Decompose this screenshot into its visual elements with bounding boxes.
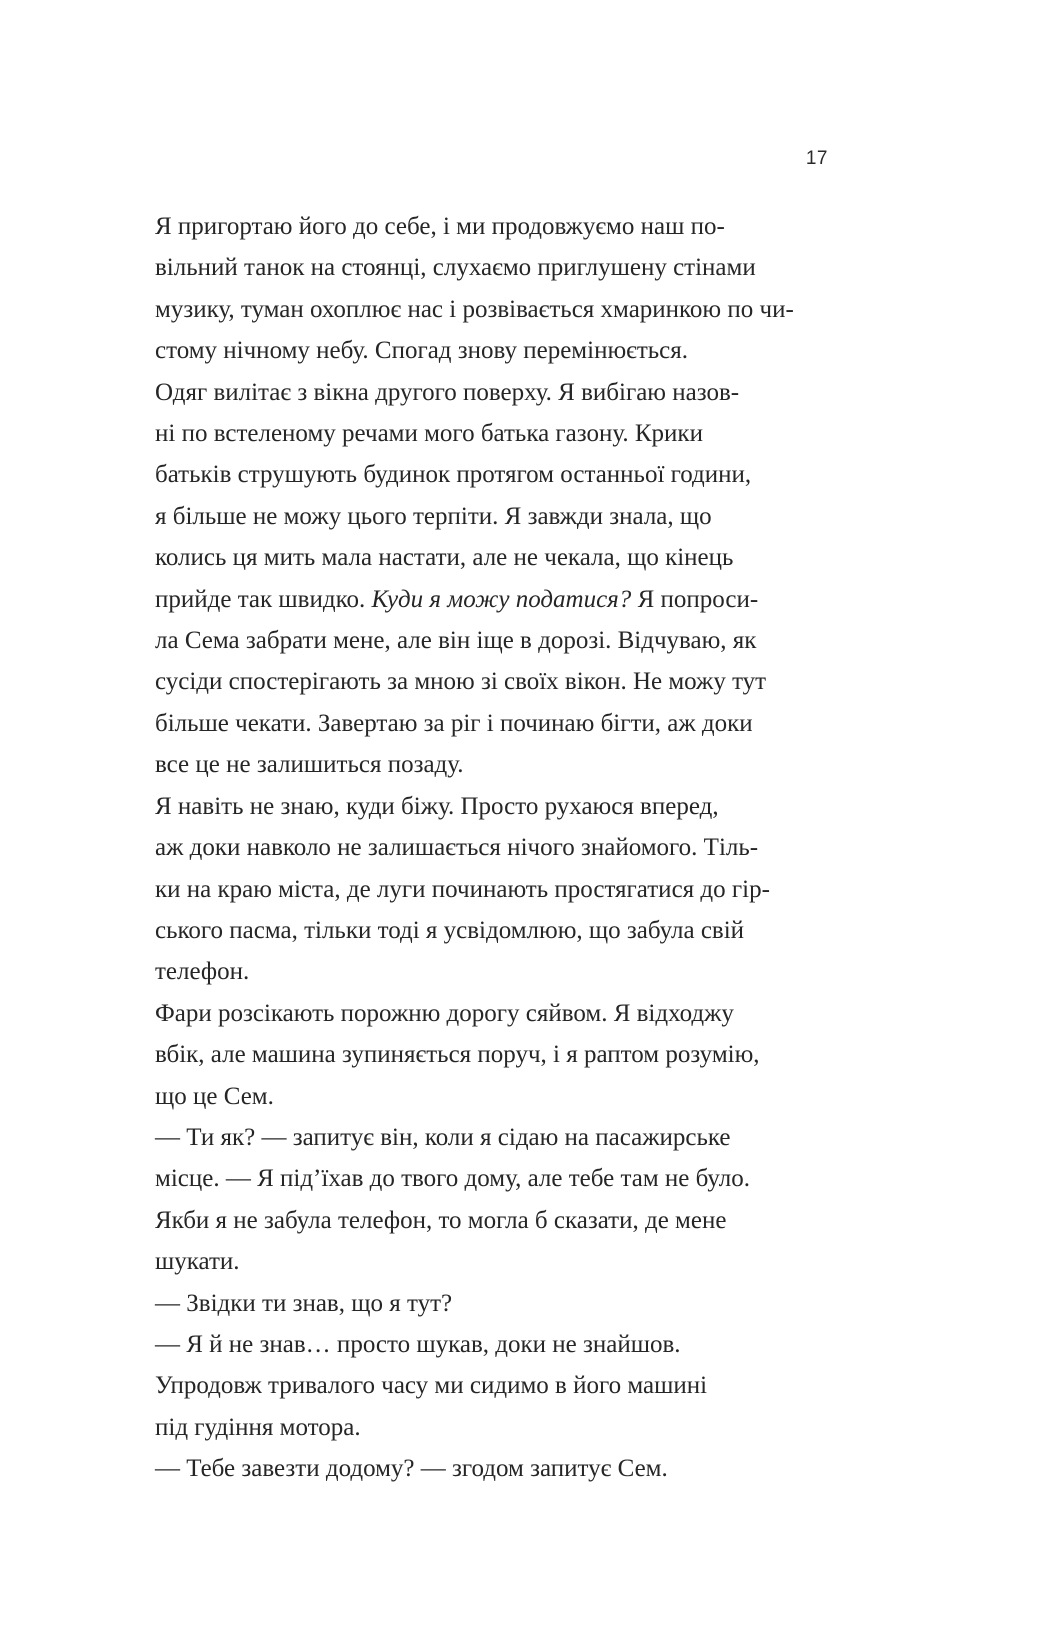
text-run: прийде так швидко.	[155, 585, 372, 613]
text-line: Я навіть не знаю, куди біжу. Просто рухаюся вперед,	[155, 792, 719, 820]
text-line: ського пасма, тільки тоді я усвідомлюю, що забула свій	[155, 916, 745, 944]
text-run: Я попроси-	[631, 585, 759, 613]
text-line: ки на краю міста, де луги починають простягатися до гір-	[155, 875, 770, 903]
text-line: — Я й не знав… просто шукав, доки не знайшов.	[155, 1330, 681, 1358]
text-line: Упродовж тривалого часу ми сидимо в його машині	[155, 1372, 708, 1400]
dialogue-paragraph	[155, 1117, 827, 1200]
page-number: 17	[805, 148, 828, 169]
text-line: — Ти як? — запитує він, коли я сідаю на пасажирське	[155, 1123, 731, 1151]
text-line: Фари розсікають порожню дорогу сяйвом. Я відходжу	[155, 999, 734, 1027]
text-line: під гудіння мотора.	[155, 1413, 361, 1441]
paragraph	[155, 206, 827, 372]
text-line: ла Сема забрати мене, але він іще в дорозі. Відчуваю, як	[155, 627, 757, 655]
text-line: що це Сем.	[155, 1082, 274, 1110]
dialogue-paragraph	[155, 1324, 827, 1365]
text-line: музику, туман охоплює нас і розвівається хмаринкою по чи-	[155, 295, 794, 323]
text-line: місце. — Я під’їхав до твого дому, але тебе там не було.	[155, 1165, 751, 1193]
paragraph	[155, 1200, 827, 1283]
text-line: — Тебе завезти додому? — згодом запитує Сем.	[155, 1455, 668, 1483]
text-line: аж доки навколо не залишається нічого знайомого. Тіль-	[155, 834, 759, 862]
text-line: Якби я не забула телефон, то могла б сказати, де мене	[155, 1206, 727, 1234]
text-line: ні по встеленому речами мого батька газону. Крики	[155, 420, 703, 448]
paragraph	[155, 1365, 827, 1448]
text-line: вільний танок на стоянці, слухаємо приглушену стінами	[155, 254, 756, 282]
text-line: батьків струшують будинок протягом останньої години,	[155, 461, 752, 489]
text-line: сусіди спостерігають за мною зі своїх вікон. Не можу тут	[155, 668, 767, 696]
text-line: вбік, але машина зупиняється поруч, і я раптом розумію,	[155, 1041, 760, 1069]
text-line: телефон.	[155, 958, 250, 986]
body-text	[155, 206, 827, 1490]
dialogue-paragraph	[155, 1448, 827, 1489]
dialogue-paragraph	[155, 1283, 827, 1324]
text-line: стому нічному небу. Спогад знову перемінюється.	[155, 337, 689, 365]
text-line-mixed	[155, 579, 827, 620]
paragraph	[155, 993, 827, 1117]
text-line: я більше не можу цього терпіти. Я завжди знала, що	[155, 502, 712, 530]
text-line: — Звідки ти знав, що я тут?	[155, 1289, 453, 1317]
paragraph	[155, 786, 827, 993]
text-line: більше чекати. Завертаю за ріг і починаю бігти, аж доки	[155, 709, 753, 737]
text-line: все це не залишиться позаду.	[155, 751, 464, 779]
italic-text-run: Куди я можу податися?	[371, 585, 632, 613]
paragraph	[155, 372, 827, 786]
text-line: шукати.	[155, 1248, 240, 1276]
text-line: Я пригортаю його до себе, і ми продовжуємо наш по-	[155, 213, 725, 240]
text-line: Одяг вилітає з вікна другого поверху. Я вибігаю назов-	[155, 378, 740, 406]
text-line: колись ця мить мала настати, але не чекала, що кінець	[155, 544, 734, 572]
